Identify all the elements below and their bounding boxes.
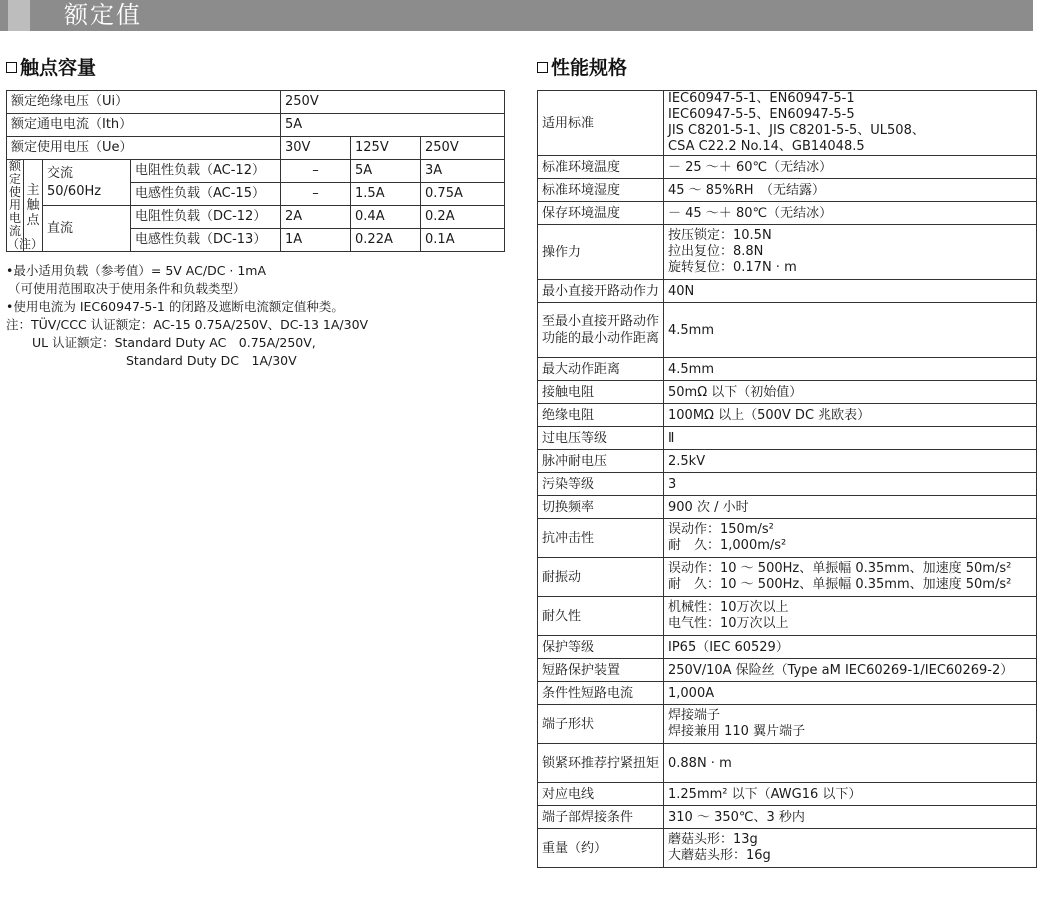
table-row bbox=[538, 829, 1037, 868]
spec-label-cell: 对应电线 bbox=[538, 783, 664, 806]
table-cell: 电感性负载（AC-15） bbox=[131, 183, 281, 206]
spec-value-line: 0.88N · m bbox=[668, 755, 732, 771]
spec-label-cell: 锁紧环推荐拧紧扭矩 bbox=[538, 744, 664, 783]
spec-value-cell bbox=[664, 705, 1037, 744]
spec-value-cell bbox=[664, 597, 1037, 636]
table-row bbox=[538, 225, 1037, 280]
spec-label-cell: 重量（约） bbox=[538, 829, 664, 868]
spec-value-line: － 25 ～＋ 60℃（无结冰） bbox=[668, 159, 833, 175]
spec-label-cell: 切换频率 bbox=[538, 496, 664, 519]
table-row bbox=[538, 744, 1037, 783]
spec-label-cell: 标准环境温度 bbox=[538, 156, 664, 179]
table-row bbox=[7, 160, 505, 183]
spec-value-cell bbox=[664, 381, 1037, 404]
spec-value-line: 旋转复位：0.17N · m bbox=[668, 260, 797, 275]
spec-value-cell bbox=[664, 659, 1037, 682]
spec-value-line: 2.5kV bbox=[668, 453, 706, 469]
table-row bbox=[538, 358, 1037, 381]
table-row bbox=[538, 427, 1037, 450]
spec-value-cell bbox=[664, 358, 1037, 381]
note-line: •使用电流为 IEC60947-5-1 的闭路及遮断电流额定值种类。 bbox=[6, 299, 344, 314]
spec-value-line: 误动作：10 ～ 500Hz、单振幅 0.35mm、加速度 50m/s² bbox=[668, 561, 1012, 576]
spec-label-cell: 污染等级 bbox=[538, 473, 664, 496]
table-row bbox=[538, 91, 1037, 156]
table-row bbox=[7, 206, 505, 229]
spec-value-cell bbox=[664, 829, 1037, 868]
table-cell: 5A bbox=[351, 160, 421, 183]
spec-value-line: 蘑菇头形：13g bbox=[668, 832, 758, 847]
table-cell: 250V bbox=[421, 137, 505, 160]
spec-label-cell: 保护等级 bbox=[538, 636, 664, 659]
spec-label-cell: 标准环境湿度 bbox=[538, 179, 664, 202]
spec-value-line: 250V/10A 保险丝（Type aM IEC60269-1/IEC60269-2） bbox=[668, 662, 1014, 678]
spec-label-cell: 最小直接开路动作力 bbox=[538, 280, 664, 303]
table-row bbox=[538, 156, 1037, 179]
spec-label-cell: 端子形状 bbox=[538, 705, 664, 744]
spec-section-title: 性能规格 bbox=[537, 56, 627, 80]
spec-value-cell bbox=[664, 225, 1037, 280]
spec-value-line: 3 bbox=[668, 476, 677, 492]
table-cell: 0.75A bbox=[421, 183, 505, 206]
note-line: UL 认证额定：Standard Duty AC 0.75A/250V, bbox=[32, 335, 316, 350]
table-cell: 250V bbox=[281, 91, 505, 114]
table-cell: 2A bbox=[281, 206, 351, 229]
section-header bbox=[0, 0, 1033, 31]
main-contact-cell: 主触点 bbox=[24, 160, 43, 252]
note-line: （可使用范围取决于使用条件和负载类型） bbox=[8, 281, 246, 296]
spec-label-cell: 操作力 bbox=[538, 225, 664, 280]
spec-label-cell: 绝缘电阻 bbox=[538, 404, 664, 427]
table-row bbox=[538, 597, 1037, 636]
spec-value-line: JIS C8201-5-1、JIS C8201-5-5、UL508、 bbox=[668, 123, 925, 138]
vertical-label-cell: 额定使用电流（注） bbox=[7, 159, 44, 251]
table-cell: 0.22A bbox=[351, 229, 421, 252]
table-row bbox=[538, 636, 1037, 659]
spec-value-line: 40N bbox=[668, 283, 695, 299]
table-cell: 额定通电电流（Ith） bbox=[7, 114, 281, 137]
checkbox-icon bbox=[537, 62, 548, 73]
spec-value-cell bbox=[664, 404, 1037, 427]
spec-value-line: 耐 久：1,000m/s² bbox=[668, 538, 787, 553]
table-cell: 电阻性负载（AC-12） bbox=[131, 160, 281, 183]
spec-value-cell bbox=[664, 682, 1037, 705]
table-row bbox=[538, 496, 1037, 519]
spec-label-cell: 至最小直接开路动作功能的最小动作距离 bbox=[538, 303, 664, 358]
spec-value-line: 4.5mm bbox=[668, 361, 715, 377]
spec-label-cell: 短路保护装置 bbox=[538, 659, 664, 682]
spec-value-line: 4.5mm bbox=[668, 322, 715, 338]
page-title: 额定值 bbox=[64, 1, 142, 29]
spec-value-cell bbox=[664, 280, 1037, 303]
spec-value-cell bbox=[664, 783, 1037, 806]
table-cell: 5A bbox=[281, 114, 505, 137]
contact-section-title: 触点容量 bbox=[6, 56, 96, 80]
spec-value-cell bbox=[664, 179, 1037, 202]
spec-value-line: 50mΩ 以下（初始值） bbox=[668, 384, 803, 400]
spec-value-line: CSA C22.2 No.14、GB14048.5 bbox=[668, 139, 865, 154]
table-row bbox=[538, 659, 1037, 682]
spec-value-cell bbox=[664, 744, 1037, 783]
spec-value-line: 大蘑菇头形：16g bbox=[668, 848, 771, 863]
table-row bbox=[538, 473, 1037, 496]
spec-value-cell bbox=[664, 202, 1037, 225]
spec-value-line: 焊接兼用 110 翼片端子 bbox=[668, 724, 806, 739]
spec-label-cell: 最大动作距离 bbox=[538, 358, 664, 381]
table-cell: 30V bbox=[281, 137, 351, 160]
spec-label-cell: 耐久性 bbox=[538, 597, 664, 636]
spec-label-cell: 条件性短路电流 bbox=[538, 682, 664, 705]
table-row bbox=[538, 303, 1037, 358]
table-row bbox=[538, 450, 1037, 473]
spec-value-cell bbox=[664, 427, 1037, 450]
spec-value-line: 焊接端子 bbox=[668, 708, 721, 723]
table-row bbox=[538, 404, 1037, 427]
table-cell: 1.5A bbox=[351, 183, 421, 206]
spec-value-line: 电气性：10万次以上 bbox=[668, 616, 789, 631]
table-row bbox=[538, 806, 1037, 829]
table-cell: 0.2A bbox=[421, 206, 505, 229]
spec-value-line: 1,000A bbox=[668, 685, 715, 701]
spec-label-cell: 抗冲击性 bbox=[538, 519, 664, 558]
table-cell: 3A bbox=[421, 160, 505, 183]
spec-value-cell bbox=[664, 496, 1037, 519]
table-row bbox=[538, 381, 1037, 404]
spec-value-line: 310 ～ 350℃、3 秒内 bbox=[668, 809, 805, 825]
dc-cell: 直流 bbox=[43, 206, 131, 252]
table-cell: 125V bbox=[351, 137, 421, 160]
checkbox-icon bbox=[6, 62, 17, 73]
spec-table-body bbox=[538, 91, 1037, 868]
contact-notes bbox=[6, 262, 368, 370]
spec-value-cell bbox=[664, 473, 1037, 496]
spec-label-cell: 耐振动 bbox=[538, 558, 664, 597]
spec-value-line: 耐 久：10 ～ 500Hz、单振幅 0.35mm、加速度 50m/s² bbox=[668, 577, 1012, 592]
table-row bbox=[538, 705, 1037, 744]
spec-value-line: IP65（IEC 60529） bbox=[668, 639, 789, 655]
spec-value-cell bbox=[664, 636, 1037, 659]
spec-value-line: － 45 ～＋ 80℃（无结冰） bbox=[668, 205, 833, 221]
table-row bbox=[7, 137, 505, 160]
table-row bbox=[538, 202, 1037, 225]
spec-label-cell: 接触电阻 bbox=[538, 381, 664, 404]
spec-value-cell bbox=[664, 519, 1037, 558]
table-row bbox=[538, 682, 1037, 705]
table-cell: 1A bbox=[281, 229, 351, 252]
spec-value-cell bbox=[664, 156, 1037, 179]
table-row bbox=[538, 280, 1037, 303]
spec-value-line: 按压锁定：10.5N bbox=[668, 228, 772, 243]
table-row bbox=[538, 519, 1037, 558]
spec-value-line: 900 次 / 小时 bbox=[668, 499, 749, 515]
spec-value-line: 45 ～ 85%RH （无结露） bbox=[668, 182, 826, 198]
table-cell: 额定绝缘电压（Ui） bbox=[7, 91, 281, 114]
header-accent bbox=[8, 0, 30, 31]
spec-value-line: IEC60947-5-5、EN60947-5-5 bbox=[668, 107, 855, 122]
spec-value-line: IEC60947-5-1、EN60947-5-1 bbox=[668, 91, 855, 106]
table-cell: 0.1A bbox=[421, 229, 505, 252]
spec-label-cell: 过电压等级 bbox=[538, 427, 664, 450]
table-row bbox=[7, 114, 505, 137]
spec-value-cell bbox=[664, 806, 1037, 829]
table-row bbox=[538, 179, 1037, 202]
table-cell: – bbox=[281, 183, 351, 206]
note-line: 注：TÜV/CCC 认证额定：AC-15 0.75A/250V、DC-13 1A/30V bbox=[6, 317, 369, 332]
spec-value-line: 1.25mm² 以下（AWG16 以下） bbox=[668, 786, 862, 802]
spec-value-line: 机械性：10万次以上 bbox=[668, 600, 789, 615]
spec-value-line: 拉出复位：8.8N bbox=[668, 244, 764, 259]
spec-value-cell bbox=[664, 558, 1037, 597]
table-row bbox=[7, 91, 505, 114]
spec-value-cell bbox=[664, 303, 1037, 358]
spec-label-cell: 适用标准 bbox=[538, 91, 664, 156]
spec-label-cell: 保存环境温度 bbox=[538, 202, 664, 225]
spec-table bbox=[537, 90, 1037, 868]
table-cell: 电阻性负载（DC-12） bbox=[131, 206, 281, 229]
table-row bbox=[538, 558, 1037, 597]
note-line: Standard Duty DC 1A/30V bbox=[126, 353, 297, 368]
note-line: •最小适用负载（参考值）= 5V AC/DC · 1mA bbox=[6, 263, 267, 278]
spec-value-line: Ⅱ bbox=[668, 430, 675, 446]
spec-label-cell: 脉冲耐电压 bbox=[538, 450, 664, 473]
table-row bbox=[538, 783, 1037, 806]
contact-rating-table bbox=[6, 90, 505, 252]
spec-value-cell bbox=[664, 450, 1037, 473]
spec-value-line: 误动作：150m/s² bbox=[668, 522, 774, 537]
spec-label-cell: 端子部焊接条件 bbox=[538, 806, 664, 829]
spec-value-cell bbox=[664, 91, 1037, 156]
table-cell: – bbox=[281, 160, 351, 183]
ac-cell: 交流 50/60Hz bbox=[43, 160, 131, 206]
table-cell: 电感性负载（DC-13） bbox=[131, 229, 281, 252]
table-cell: 0.4A bbox=[351, 206, 421, 229]
spec-value-line: 100MΩ 以上（500V DC 兆欧表） bbox=[668, 407, 871, 423]
table-cell: 额定使用电压（Ue） bbox=[7, 137, 281, 160]
